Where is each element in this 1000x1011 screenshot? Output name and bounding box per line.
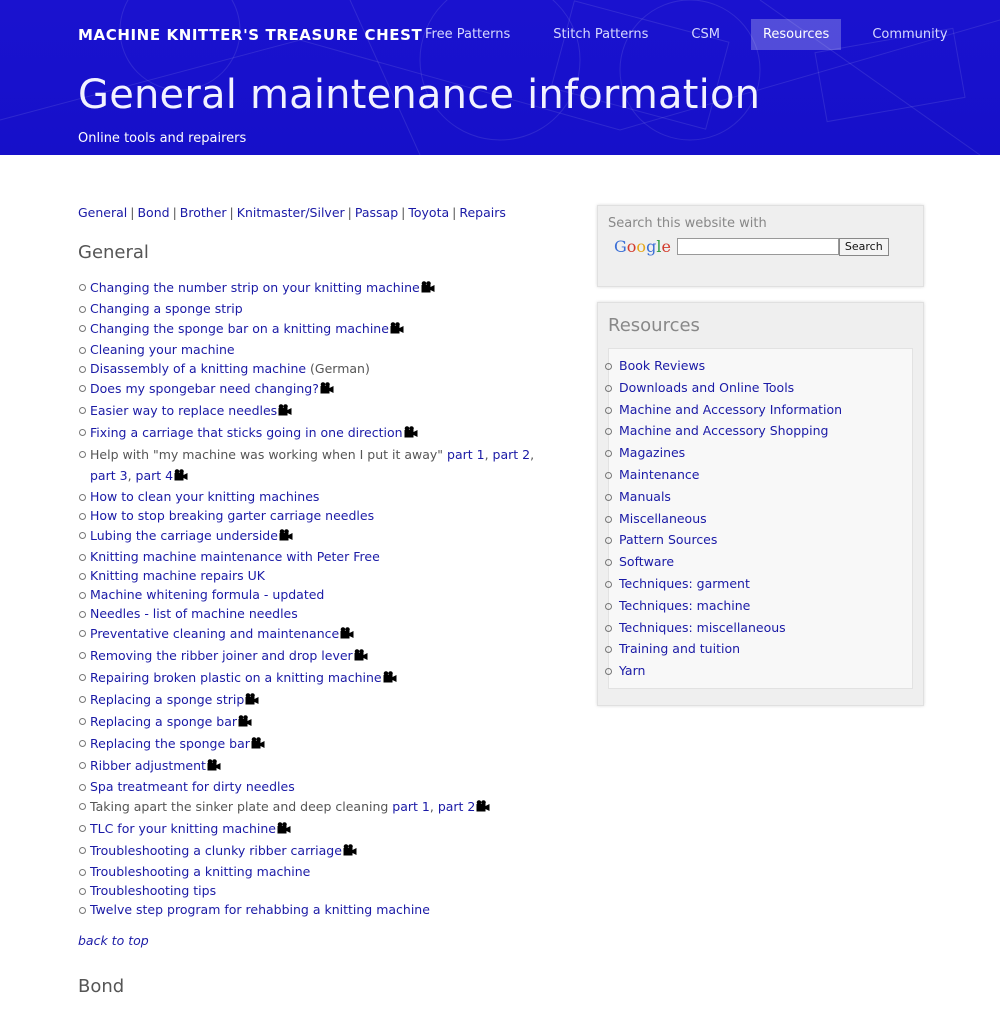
resource-link[interactable]: Downloads and Online Tools — [619, 379, 795, 395]
article-link[interactable]: Troubleshooting a knitting machine — [90, 864, 311, 879]
list-item-note: (German) — [306, 361, 370, 376]
article-link[interactable]: Troubleshooting a clunky ribber carriage — [90, 843, 342, 858]
search-input[interactable] — [677, 238, 839, 255]
main-content — [78, 205, 558, 1011]
search-label: Search this website with — [608, 216, 767, 231]
list-item — [90, 400, 558, 422]
resource-link[interactable]: Magazines — [619, 445, 686, 461]
resource-link[interactable]: Machine and Accessory Shopping — [619, 423, 829, 439]
resource-list-item — [619, 573, 902, 595]
resource-list-item — [619, 399, 902, 421]
resource-link[interactable]: Pattern Sources — [619, 532, 718, 548]
part-link[interactable]: part 2 — [492, 447, 531, 462]
list-item — [90, 900, 558, 919]
nav-community[interactable]: Community — [872, 27, 948, 42]
article-link[interactable]: Easier way to replace needles — [90, 403, 278, 418]
list-item — [90, 359, 558, 378]
article-link[interactable]: How to clean your knitting machines — [90, 489, 320, 504]
list-item — [90, 525, 558, 547]
list-item — [90, 623, 558, 645]
article-link[interactable]: Changing a sponge strip — [90, 301, 243, 316]
article-link[interactable]: Replacing a sponge bar — [90, 714, 238, 729]
resource-list-item — [619, 442, 902, 464]
resource-link[interactable]: Techniques: miscellaneous — [619, 619, 786, 635]
list-item — [90, 645, 558, 667]
article-link[interactable]: Does my spongebar need changing? — [90, 381, 319, 396]
resource-list-item — [619, 638, 902, 660]
video-camera-icon — [340, 624, 354, 645]
video-camera-icon — [320, 379, 334, 400]
resource-link[interactable]: Techniques: machine — [619, 597, 751, 613]
resource-link[interactable]: Software — [619, 554, 675, 570]
list-item — [90, 487, 558, 506]
jump-link-passap[interactable]: Passap — [354, 205, 399, 220]
resource-list-item — [619, 486, 902, 508]
article-link[interactable]: Replacing a sponge strip — [90, 692, 245, 707]
site-title[interactable]: MACHINE KNITTER'S TREASURE CHEST — [78, 26, 423, 44]
resource-link[interactable]: Yarn — [619, 663, 646, 679]
jump-link-knitmaster[interactable]: Knitmaster/Silver — [236, 205, 345, 220]
section-heading-bond: Bond — [78, 976, 125, 997]
resource-link[interactable]: Manuals — [619, 488, 671, 504]
part-link[interactable]: part 3 — [90, 468, 128, 483]
video-camera-icon — [476, 797, 490, 818]
article-link[interactable]: Knitting machine maintenance with Peter Free — [90, 549, 380, 564]
video-camera-icon — [245, 690, 259, 711]
resource-link[interactable]: Techniques: garment — [619, 575, 750, 591]
article-link[interactable]: TLC for your knitting machine — [90, 821, 276, 836]
video-camera-icon — [279, 526, 293, 547]
part-link[interactable]: part 1 — [392, 799, 430, 814]
resources-list — [608, 348, 913, 689]
list-item-text: Taking apart the sinker plate and deep cleaning — [90, 799, 393, 814]
resource-link[interactable]: Maintenance — [619, 466, 700, 482]
site-search-widget — [597, 205, 924, 287]
resource-list-item — [619, 377, 902, 399]
resource-list-item — [619, 617, 902, 639]
article-link[interactable]: Spa treatmeant for dirty needles — [90, 779, 295, 794]
resource-link[interactable]: Training and tuition — [619, 641, 741, 657]
list-item — [90, 340, 558, 359]
search-button[interactable]: Search — [839, 238, 889, 256]
list-item — [90, 318, 558, 340]
video-camera-icon — [278, 401, 292, 422]
article-link[interactable]: Fixing a carriage that sticks going in one direction — [90, 425, 403, 440]
video-camera-icon — [404, 423, 418, 444]
list-item — [90, 422, 558, 444]
list-item — [90, 585, 558, 604]
list-item — [90, 604, 558, 623]
article-link[interactable]: Needles - list of machine needles — [90, 606, 298, 621]
list-item: Help with "my machine was working when I put it away" part 1, part 2, part 3, part 4 — [90, 444, 558, 487]
resource-link[interactable]: Book Reviews — [619, 358, 706, 373]
resource-list-item — [619, 660, 902, 682]
general-links-list — [78, 277, 558, 919]
part-link[interactable]: part 1 — [447, 447, 485, 462]
nav-stitch-patterns[interactable]: Stitch Patterns — [553, 27, 649, 42]
article-link[interactable]: Ribber adjustment — [90, 758, 206, 773]
article-link[interactable]: Removing the ribber joiner and drop lever — [90, 648, 353, 663]
resource-list-item — [619, 420, 902, 442]
video-camera-icon — [354, 646, 368, 667]
nav-csm[interactable]: CSM — [691, 27, 720, 42]
list-item — [90, 667, 558, 689]
site-header — [0, 0, 1000, 155]
nav-free-patterns[interactable]: Free Patterns — [425, 27, 511, 42]
video-camera-icon — [174, 466, 188, 487]
article-link[interactable]: Changing the number strip on your knitting machine — [90, 280, 420, 295]
main-nav — [413, 19, 979, 50]
article-link[interactable]: Preventative cleaning and maintenance — [90, 626, 340, 641]
resource-list-item — [619, 529, 902, 551]
resource-link[interactable]: Machine and Accessory Information — [619, 401, 843, 417]
list-item — [90, 547, 558, 566]
part-link[interactable]: part 4 — [135, 468, 174, 483]
list-item — [90, 689, 558, 711]
article-link[interactable]: Twelve step program for rehabbing a knitting machine — [90, 902, 430, 917]
list-item — [90, 840, 558, 862]
google-logo: Google — [614, 237, 671, 256]
article-link[interactable]: Repairing broken plastic on a knitting machine — [90, 670, 382, 685]
video-camera-icon — [390, 319, 404, 340]
list-item — [90, 862, 558, 881]
resource-list-item — [619, 508, 902, 530]
list-item — [90, 818, 558, 840]
jump-link-toyota[interactable]: Toyota — [408, 205, 450, 220]
resources-title: Resources — [608, 315, 700, 336]
article-link[interactable]: How to stop breaking garter carriage needles — [90, 508, 375, 523]
article-link[interactable]: Replacing the sponge bar — [90, 736, 250, 751]
list-item-text: Help with "my machine was working when I put it away" — [90, 447, 448, 462]
article-link[interactable]: Machine whitening formula - updated — [90, 587, 325, 602]
section-jump-links: General | Bond | Brother | Knitmaster/Silver | Passap | Toyota | Repairs — [78, 205, 506, 220]
video-camera-icon — [383, 668, 397, 689]
list-item — [90, 881, 558, 900]
list-item — [90, 277, 558, 299]
video-camera-icon — [421, 278, 435, 299]
video-camera-icon — [251, 734, 265, 755]
resource-list-item — [619, 595, 902, 617]
video-camera-icon — [343, 841, 357, 862]
jump-link-brother[interactable]: Brother — [179, 205, 227, 220]
jump-link-repairs[interactable]: Repairs — [459, 205, 506, 220]
video-camera-icon — [277, 819, 291, 840]
section-heading-general: General — [78, 242, 149, 263]
article-link[interactable]: Troubleshooting tips — [90, 883, 217, 898]
resource-list-item — [619, 355, 902, 377]
page-subtitle: Online tools and repairers — [78, 131, 247, 146]
resource-list-item — [619, 464, 902, 486]
video-camera-icon — [238, 712, 252, 733]
nav-resources[interactable]: Resources — [751, 19, 841, 50]
list-item — [90, 566, 558, 585]
article-link[interactable]: Changing the sponge bar on a knitting machine — [90, 321, 389, 336]
resource-link[interactable]: Miscellaneous — [619, 510, 707, 526]
video-camera-icon — [207, 756, 221, 777]
resource-list-item — [619, 551, 902, 573]
page-title: General maintenance information — [78, 72, 761, 118]
list-item — [90, 755, 558, 777]
jump-link-bond[interactable]: Bond — [137, 205, 170, 220]
list-item — [90, 506, 558, 525]
resources-widget — [597, 302, 924, 706]
list-item: Taking apart the sinker plate and deep cleaning part 1, part 2 — [90, 796, 558, 818]
jump-link-general[interactable]: General — [78, 205, 128, 220]
list-item — [90, 777, 558, 796]
list-item — [90, 733, 558, 755]
article-link[interactable]: Knitting machine repairs UK — [90, 568, 265, 583]
list-item — [90, 299, 558, 318]
list-item — [90, 378, 558, 400]
article-link[interactable]: Disassembly of a knitting machine — [90, 361, 307, 376]
back-to-top-link[interactable]: back to top — [78, 933, 149, 948]
list-item — [90, 711, 558, 733]
part-link[interactable]: part 2 — [437, 799, 476, 814]
article-link[interactable]: Lubing the carriage underside — [90, 528, 278, 543]
article-link[interactable]: Cleaning your machine — [90, 342, 235, 357]
